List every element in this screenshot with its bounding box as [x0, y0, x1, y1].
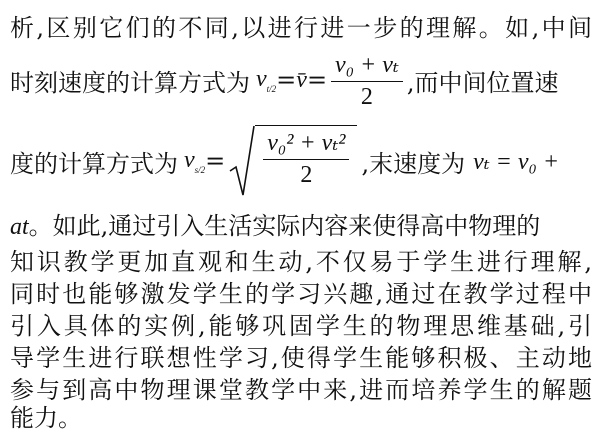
text-line-8: 导学生进行联想性学习,使得学生能够积极、主动地	[10, 344, 592, 372]
square-root-expression	[229, 125, 357, 197]
line3-text: 度的计算方式为	[10, 149, 178, 178]
line2-tail: ,而中间位置速	[406, 68, 559, 97]
text-line-10: 能力。	[10, 404, 82, 432]
v-half-position-symbol: $v_{s/2}$	[184, 147, 206, 175]
v-bar-symbol: v̄	[296, 66, 307, 93]
line2-text: 时刻速度的计算方式为	[10, 68, 250, 97]
root-denominator: 2	[263, 159, 349, 189]
equals-sign-2: =	[306, 66, 328, 94]
root-numerator: v₀² + vₜ²	[267, 130, 346, 156]
v-half-time-symbol: $v_{t/2}$	[256, 66, 277, 94]
text-line-1: 析,区别它们的不同,以进行进一步的理解。如,中间	[10, 14, 592, 42]
text-line-2	[10, 50, 592, 110]
root-fraction	[263, 128, 349, 189]
text-line-6: 同时也能够激发学生的学习兴趣,通过在教学过程中	[10, 280, 592, 308]
at-term: at	[10, 214, 29, 240]
text-line-9: 参与到高中物理课堂教学中来,进而培养学生的解题	[10, 376, 592, 404]
text-line-7: 引入具体的实例,能够巩固学生的物理思维基础,引	[10, 312, 592, 340]
text-line-5: 知识教学更加直观和生动,不仅易于学生进行理解,	[10, 248, 592, 276]
final-velocity-expression: vₜ = v₀ +	[473, 148, 560, 175]
radical-sign-icon	[229, 125, 255, 197]
text-line-4	[10, 206, 592, 241]
average-velocity-fraction	[331, 50, 403, 111]
equals-sign-3: =	[205, 147, 226, 175]
line3-tail: ,末速度为	[361, 149, 466, 178]
text-line-3	[10, 122, 592, 200]
line4-text: 。如此,通过引入生活实际内容来使得高中物理的	[28, 212, 541, 240]
fraction-denominator: 2	[331, 81, 403, 111]
equals-sign: =	[276, 66, 297, 94]
fraction-numerator: v₀ + vₜ	[335, 51, 399, 78]
